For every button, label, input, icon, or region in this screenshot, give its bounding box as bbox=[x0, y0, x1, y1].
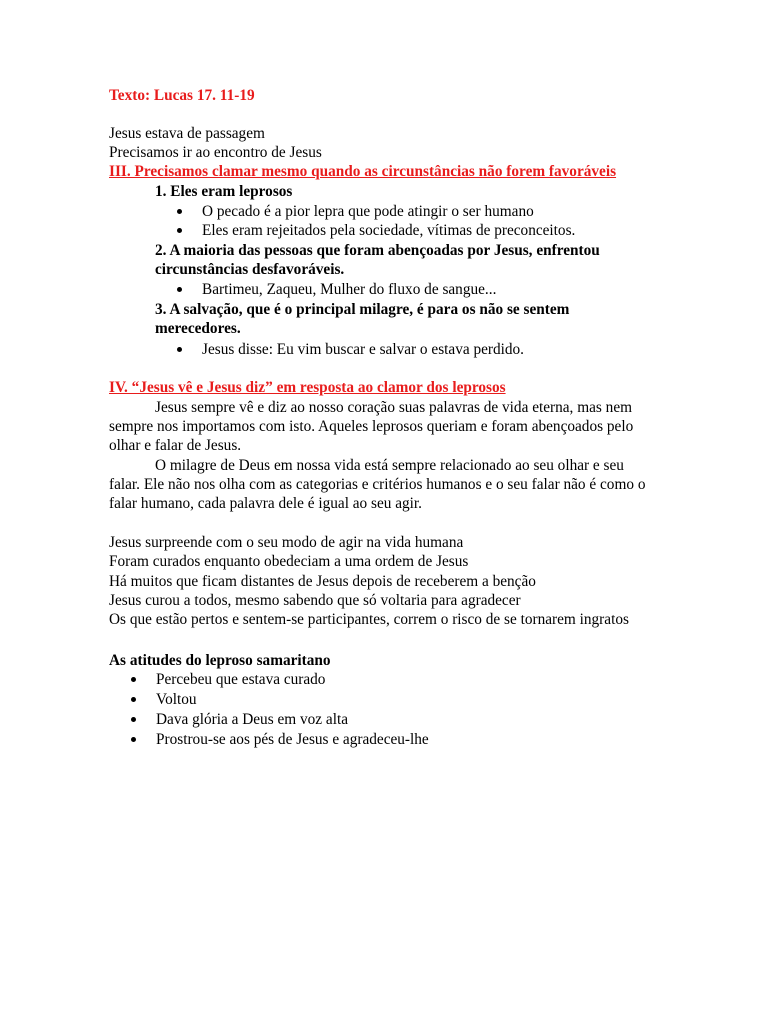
paragraph-line: sempre nos importamos com isto. Aqueles leprosos queriam e foram abençoados pelo bbox=[109, 418, 634, 435]
text-reference-heading: Texto: Lucas 17. 11-19 bbox=[109, 87, 255, 104]
paragraph-line: falar. Ele não nos olha com as categorias e critérios humanos e o seu falar não é como o bbox=[109, 476, 646, 493]
bullet-icon bbox=[131, 717, 136, 722]
bullet-icon bbox=[177, 209, 182, 214]
intro-line: Precisamos ir ao encontro de Jesus bbox=[109, 144, 322, 161]
bullet-icon bbox=[131, 677, 136, 682]
paragraph-line: Jesus sempre vê e diz ao nosso coração suas palavras de vida eterna, mas nem bbox=[155, 399, 633, 416]
paragraph-line: olhar e falar de Jesus. bbox=[109, 437, 242, 454]
section-4-title: IV. “Jesus vê e Jesus diz” em resposta ao clamor dos leprosos bbox=[109, 379, 506, 396]
bullet-icon bbox=[177, 347, 182, 352]
bullet-icon bbox=[177, 228, 182, 233]
intro-line: Jesus estava de passagem bbox=[109, 125, 265, 142]
section-3-title: III. Precisamos clamar mesmo quando as circunstâncias não forem favoráveis bbox=[109, 163, 617, 180]
bullet-icon bbox=[131, 737, 136, 742]
bullet-icon bbox=[131, 697, 136, 702]
statement-line: Foram curados enquanto obedeciam a uma ordem de Jesus bbox=[109, 553, 469, 570]
statement-line: Jesus surpreende com o seu modo de agir na vida humana bbox=[109, 534, 464, 551]
statement-line: Há muitos que ficam distantes de Jesus depois de receberem a benção bbox=[109, 573, 536, 590]
point-1-heading: 1. Eles eram leprosos bbox=[155, 183, 293, 200]
paragraph-line: O milagre de Deus em nossa vida está sempre relacionado ao seu olhar e seu bbox=[155, 457, 624, 474]
paragraph-line: falar humano, cada palavra dele é igual ao seu agir. bbox=[109, 495, 423, 512]
statement-line: Os que estão pertos e sentem-se participantes, correm o risco de se tornarem ingratos bbox=[109, 611, 629, 628]
point-2-heading: 2. A maioria das pessoas que foram abençoadas por Jesus, enfrentou bbox=[155, 242, 600, 259]
point-2-heading-cont: circunstâncias desfavoráveis. bbox=[155, 261, 345, 278]
statement-line: Jesus curou a todos, mesmo sabendo que só voltaria para agradecer bbox=[109, 592, 521, 609]
point-3-heading: 3. A salvação, que é o principal milagre, é para os não se sentem bbox=[155, 301, 570, 318]
attitudes-title: As atitudes do leproso samaritano bbox=[109, 652, 331, 669]
point-3-heading-cont: merecedores. bbox=[155, 320, 241, 337]
bullet-icon bbox=[177, 287, 182, 292]
